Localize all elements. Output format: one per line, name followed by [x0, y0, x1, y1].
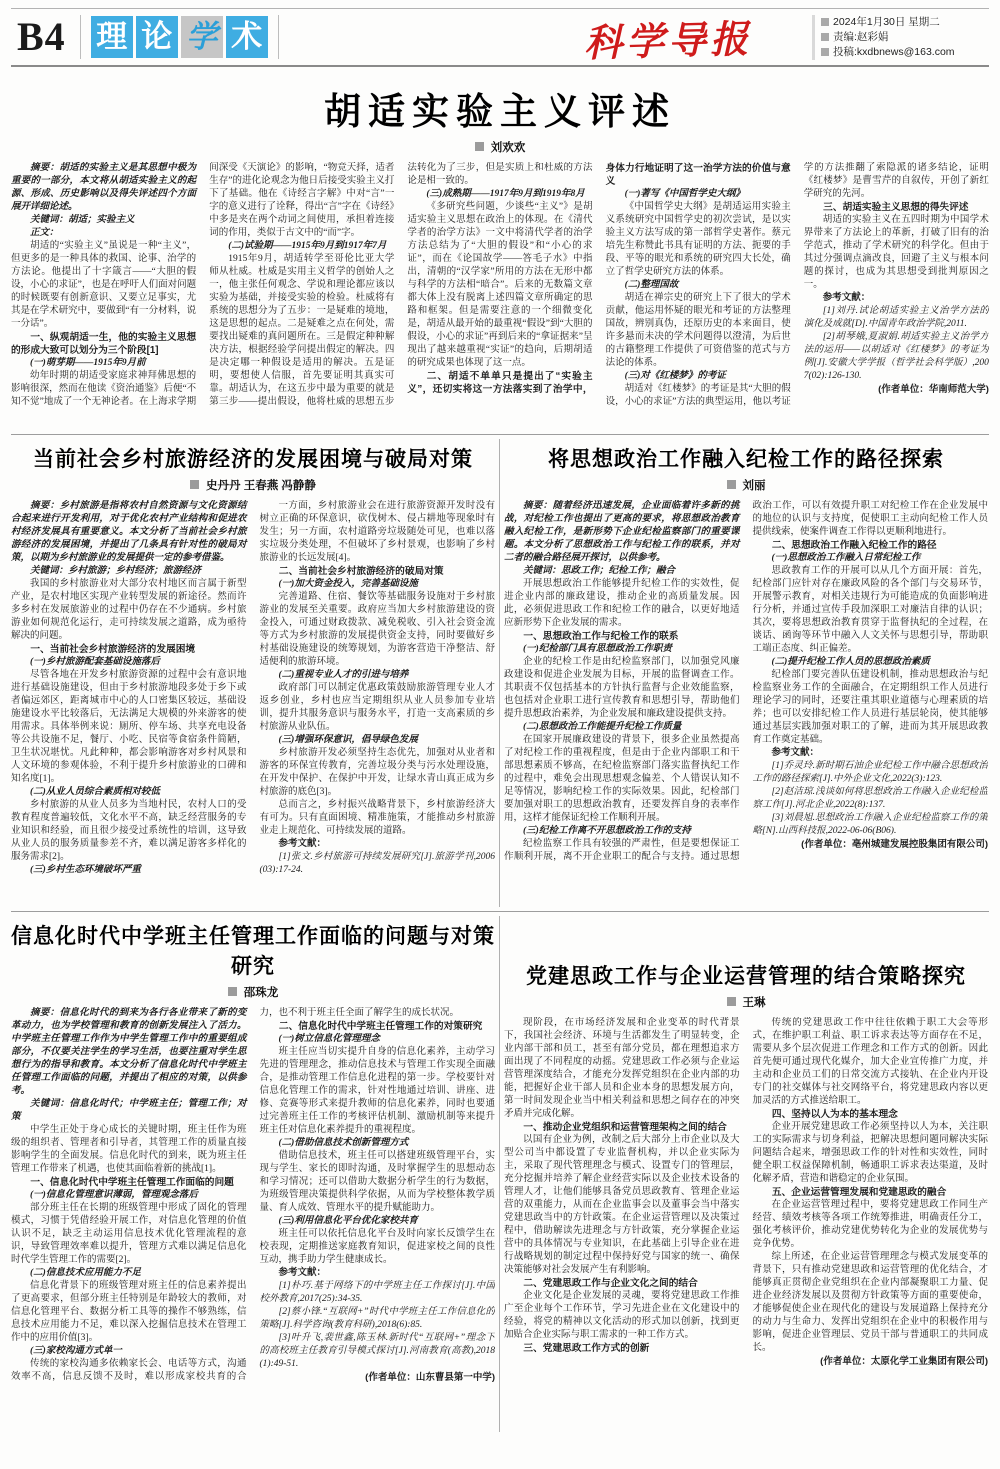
paragraph-ref: [2]胡琴娥,夏淑娟.胡适实验主义治学方法的运用——以胡适对《红楼梦》的考证为例[J].安徽大学学报（哲学社会科学版）,2007(02):126-130. [803, 332, 989, 381]
paragraph-ref: [2]蔡小锋.“互联网+”时代中学班主任工作信息化的策略[J].科学咨询(教育科研),2018(6):85. [259, 1307, 495, 1330]
page-header [11, 11, 989, 63]
paragraph-h4: (二)重视专业人才的引进与培养 [278, 670, 409, 680]
paragraph-h4: (一)树立信息化管理理念 [278, 1034, 380, 1044]
paragraph-ref: [1]朴巧.基于网络下的中学班主任工作探讨[J].中国校外教育,2017(25):34-35. [259, 1281, 495, 1304]
byline [504, 994, 988, 1010]
paragraph-kw: 关键词：信息化时代；中学班主任；管理工作；对策 [11, 1099, 247, 1122]
paragraph-ab: 摘要：乡村旅游是指将农村自然资源与文化资源结合起来进行开发利用，对于优化农村产业结构和促进农村经济发展具有重要意义。本文分析了当前社会乡村旅游经济的发展困境，并提出了几条具有针对性的破局对策，以期为乡村旅游业的发展提供一定的参考借鉴。 [11, 501, 247, 563]
paragraph-h3: 三、党建思政工作方式的创新 [523, 1343, 650, 1354]
paragraph-p: 乡村旅游的从业人员多为当地村民，农村人口的受教育程度普遍较低，文化水平不高，缺乏经营服务的专业知识和经验，而且很少接受过系统性的培训，这导致从业人员的服务质量参差不齐，难以满足游客多样化的服务需求[2]。 [11, 800, 247, 862]
paragraph-p: 现阶段，在市场经济发展和企业变革的时代背景下，我国社会经济、环境与生活都发生了明显转变，企业内部干部和员工，甚至有部分党员，都在理想追求方面出现了不同程度的动摇。党建思政工作必须与企业运营管理深度结合，才能充分发挥党组织在企业内部的功能，把握好企业干部人员和企业本身的思想发展方向，第一时间发现企业当中相关利益和思想之间存在的冲突矛盾并完成化解。 [504, 1018, 740, 1119]
paragraph-p: 纪检部门要完善队伍建设机制，推动思想政治与纪检监察业务工作的全面融合，在定期组织工作人员进行理论学习的同时，还要注重其职业道德与心理素质的培养；也可以安排纪检工作人员进行基层轮岗，使其能够通过基层实践加强对职工的了解，进而为其开展思政教育工作奠定基础。 [752, 670, 988, 745]
article-head-teacher [11, 912, 495, 1436]
paragraph-af: (作者单位：华南师范大学) [878, 384, 989, 395]
paragraph-h4: (二)试验期——1915年9月到1917年7月 [228, 241, 387, 251]
article-hu-shi [11, 81, 989, 434]
paragraph-h3: 二、信息化时代中学班主任管理工作的对策研究 [278, 1021, 483, 1032]
paragraph-h4: (一)加大资金投入，完善基础设施 [278, 579, 418, 589]
paragraph-ref: [1]乔灵玲.新时期石油企业纪检工作中融合思想政治工作的路径探索[J].中外企业文化,2022(3):123. [752, 761, 988, 784]
submit-line [821, 45, 989, 60]
paragraph-h4: (三)对《红楼梦》的考证 [624, 371, 726, 381]
author-name: 王琳 [742, 997, 766, 1009]
paragraph-h3: 一、纵观胡适一生，他的实验主义思想的形成大致可以划分为三个阶段[1] [11, 332, 197, 356]
top-rule [11, 8, 989, 9]
paragraph-ref: [1]刘丹.试论胡适实验主义治学方法的演化及成就[D].中国青年政治学院,2011. [803, 306, 989, 329]
paragraph-h3: 二、当前社会乡村旅游经济的破局对策 [278, 566, 444, 577]
bullet-square-icon [821, 18, 829, 26]
paragraph-p: 纪检监察工作具有较强的严肃性，但是要想保证工作顺利开展，离不开企业职工的配合与支持。通过思想政治工作，可以有效提升职工对纪检工作在企业发展中的地位的认识与支持度，促使职工主动向纪检工作人员提供线索，使案件调查工作得以更顺利地进行。 [504, 501, 988, 862]
paragraph-p: 一方面，乡村旅游业会在进行旅游资源开发时没有树立正确的环保意识，砍伐树木、侵占耕地等现象时有发生；另一方面，农村道路旁垃圾随处可见，也难以落实垃圾分类处理，不但破坏了乡村景观，也影响了乡村旅游业的长远发展[4]。 [259, 501, 495, 563]
bullet-square-icon [821, 33, 829, 41]
paragraph-ref: [2]赵洁琼.浅谈如何将思想政治工作融入企业纪检监察工作[J].河北企业,2022(8):137. [752, 787, 988, 810]
paragraph-h4: (三)家校沟通方式单一 [30, 1346, 122, 1356]
paragraph-ref: [3]刘晨旭.思想政治工作融入企业纪检监察工作的策略[N].山西科技报,2022-06-06(B06). [752, 813, 988, 836]
paragraph-refh: 参考文献： [278, 1268, 327, 1278]
paragraph-kw: 关键词：胡适；实验主义 [30, 215, 135, 225]
paragraph-p: 班主任可以依托信息化平台及时向家长反馈学生在校表现，定期推送家庭教育知识，促进家校之间的良性互动，携手助力学生健康成长。 [259, 1229, 495, 1265]
submit-email-text: 投稿:kxdbnews@163.com [833, 45, 955, 58]
paragraph-kw: 关键词：思政工作；纪检工作；融合 [523, 566, 676, 576]
article-title: 信息化时代中学班主任管理工作面临的问题与对策研究 [11, 925, 495, 978]
header-divider [80, 15, 81, 59]
author-name: 刘丽 [742, 480, 766, 492]
middle-row [11, 435, 989, 911]
byline [11, 984, 495, 1000]
bottom-row [11, 912, 989, 1436]
paragraph-p: 在国家开展廉政建设的背景下，很多企业虽然提高了对纪检工作的重视程度，但是由于企业内部职工和干部思想素质不够高，在纪检监察部门落实监督执纪工作的过程中，难免会出现思想观念偏差、个人错误认知不足等情况，影响纪检工作的实际效果。因此，纪检部门要加强对职工的思想政治教育，还要发挥自身的表率作用，这样才能保证纪检工作顺利开展。 [504, 735, 740, 823]
paragraph-h4: (三)乡村生态环境破坏严重 [30, 865, 141, 875]
paragraph-p: 传统的党建思政工作中往往依赖于职工大会等形式，在维护职工利益、职工诉求表达等方面存在不足，需要从多个层次促进工作理念和工作方式的创新。因此首先便可通过现代化媒介，加大企业宣传推广力度，并主动和企业员工们的日常交流方式接轨、在企业内开设专门的社交媒体与社交网络平台，将党建思政内容以更加灵活的方式推送给职工。 [752, 1018, 988, 1106]
byline-square-icon [475, 142, 484, 151]
paragraph-h4: (二)从业人员综合素质相对较低 [30, 787, 160, 797]
paragraph-h4: (二)借助信息技术创新管理方式 [278, 1138, 409, 1148]
paragraph-p: 《多研究些问题，少谈些“主义”》是胡适实验主义思想在政治上的体现。在《清代学者的治学方法》一文中将清代学者的治学方法总结为了“大胆的假设”和“小心的求证”，而在《论国故学——答毛子水》中指出，清朝的“汉学家”所用的方法在无形中都与科学的方法相“暗合”。后来的无数篇文章都大体上没有脱离上述四篇文章所确定的思路和框架。但是需要注意的一个细微变化是，胡适从最开始的最重视“假设”到“大胆的假设，小心的求证”再到后来的“拿证据来”呈现出了越来越重视“实证”的趋向，后期胡适的研究成果也体现了这一点。 [407, 202, 593, 368]
paragraph-ref: [3]叶升飞,裴世鑫,陈玉林.新时代“互联网+”理念下的高校班主任教育引导模式探讨[J].河南教育(高教),2018(1):49-51. [259, 1333, 495, 1369]
paragraph-h3: 一、思想政治工作与纪检工作的联系 [523, 631, 679, 642]
newspaper-page [0, 8, 1000, 1436]
article-discipline-inspection [504, 435, 988, 911]
section-tile: 术 [226, 16, 268, 58]
paragraph-refh: 参考文献： [822, 293, 871, 303]
paragraph-p: 胡适的实验主义在五四时期为中国学术界带来了方法论上的革新，打破了旧有的治学范式，推动了学术研究的科学化。但由于其过分强调点滴改良，回避了主义与根本问题的探讨，也成为其思想受到批判原因之一。 [803, 215, 989, 290]
bullet-square-icon [821, 48, 829, 56]
paragraph-h3: 五、企业运营管理发展和党建思政的融合 [771, 1187, 947, 1198]
paragraph-p: 我国的乡村旅游业对大部分农村地区而言属于新型产业，是农村地区实现产业转型发展的新途径。然而许多乡村在发展旅游业的过程中仍存在不少通病。乡村旅游业如何规范化运行，走可持续发展之道路，成为亟待解决的问题。 [11, 579, 247, 641]
article-party-building [504, 912, 988, 1436]
article-title: 党建思政工作与企业运营管理的结合策略探究 [526, 965, 966, 988]
byline [11, 477, 495, 493]
paragraph-h3: 一、推动企业党组织和运营管理架构之间的结合 [523, 1122, 727, 1133]
paragraph-p: 企业开展党建思政工作必须坚持以人为本，关注职工的实际需求与切身利益，把解决思想问题同解决实际问题结合起来，增强思政工作的针对性和实效性，同时健全职工权益保障机制，畅通职工诉求表达渠道，及时化解矛盾，营造和谐稳定的企业氛围。 [752, 1122, 988, 1184]
paragraph-h4: (一)著写《中国哲学史大纲》 [624, 189, 745, 199]
section-tile: 论 [136, 16, 178, 58]
paragraph-h3: 二、党建思政工作与企业文化之间的结合 [523, 1278, 698, 1289]
publication-info [812, 15, 989, 60]
paragraph-p: 中学生正处于身心成长的关键时期，班主任作为班级的组织者、管理者和引导者，其管理工作的质量直接影响学生的全面发展。信息化时代的到来，既为班主任管理工作带来了机遇，也使其面临着新的挑战[1]。 [11, 1125, 247, 1174]
paragraph-h3: 一、信息化时代中学班主任管理工作面临的问题 [30, 1177, 234, 1188]
column-divider [499, 916, 500, 1432]
byline [504, 477, 988, 493]
paragraph-p: 乡村旅游开发必须坚持生态优先，加强对从业者和游客的环保宣传教育，完善垃圾分类与污水处理设施，在开发中保护、在保护中开发，让绿水青山真正成为乡村旅游的底色[3]。 [259, 748, 495, 797]
paragraph-h4: (一)信息化管理意识薄弱，管理观念落后 [30, 1190, 198, 1200]
paragraph-h3: 三、胡适实验主义思想的得失评述 [823, 202, 969, 213]
paragraph-h4: (三)纪检工作离不开思想政治工作的支持 [523, 826, 691, 836]
paragraph-p: 班主任应当切实提升自身的信息化素养，主动学习先进的管理理念，推动信息技术与管理工作实现全面融合，是推动管理工作信息化进程的第一步。学校要针对信息化管理工作的需求，针对性地通过培训、讲座、进修、竞赛等形式来提升教师的信息化素养，同时也要通过完善班主任工作的考核评估机制、激励机制等来提升班主任对信息化素养提升的重视程度。 [259, 1047, 495, 1135]
paragraph-p: 尽管各地在开发乡村旅游资源的过程中会有意识地进行基础设施建设，但由于乡村旅游地段多处于乡下或者偏远郊区，距离城市中心的人口密集区较远，基础设施建设水平比较落后，无法满足大规模的外来游客的使用需求。具体举例来说：厕所、停车场、共享充电设备等公共设施不足，餐厅、小吃、民宿等食宿条件简陋，卫生状况堪忧。凡此种种，都会影响游客对乡村风景和人文环境的参观体验，不利于提升乡村旅游业的口碑和知名度[1]。 [11, 670, 247, 784]
paragraph-h4: (三)增强环保意识，倡导绿色发展 [278, 735, 418, 745]
byline-square-icon [727, 480, 736, 489]
article-body [11, 500, 495, 900]
paragraph-ab: 摘要：随着经济迅速发展，企业面临着许多新的挑战，对纪检工作也提出了更高的要求，将思想政治教育融入纪检工作，是新形势下企业纪检监察部门的重要课题。本文分析了思想政治工作与纪检工作的联系，并对二者的融合路径展开探讨，以供参考。 [504, 501, 740, 563]
paragraph-h3: 二、胡适不单单只是提出了“实验主义”，还切实将这一方法落实到了治学中，身体力行地证明了这一治学方法的价值与意义 [407, 163, 791, 395]
article-title: 将思想政治工作融入纪检工作的路径探索 [548, 448, 944, 471]
paragraph-af: (作者单位：太原化学工业集团有限公司) [820, 1356, 988, 1367]
paragraph-p: 1915年9月，胡适转学至哥伦比亚大学师从杜威。杜威是实用主义哲学的创始人之一，他主张任何观念、学说和理论都应该以实验为基础，并接受实验的检验。杜威将有系统的思想分为了五步：一是疑难的境地，这是思想的起点。二是疑难之点在何处，需要找出疑难的真问题所在。三是假定种种解决方法，根据经验学问提出假定的解决。四是决定哪一种假设是适用的解决。五是证明，要想使人信服，首先要证明其真实可靠。胡适认为，在这五步中最为重要的就是第三步——提出假设，他将杜威的思想五步法转化为了三步，但是实质上和杜威的方法论是相一致的。 [209, 163, 593, 407]
editor-line [821, 30, 989, 45]
paragraph-h4: (一)思想政治工作融入日常纪检工作 [771, 553, 921, 563]
paragraph-p: 胡适在禅宗史的研究上下了很大的学术贡献，他运用怀疑的眼光和考证的方法整理国故，辨别真伪，还原历史的本来面目，使许多悬而未决的学术问题得以澄清，为后世的古籍整理工作提供了可资借鉴的范式与方法论的体系。 [605, 293, 791, 368]
paragraph-p: 企业的纪检工作是由纪检监察部门，以加强党风廉政建设和促进企业发展为目标，开展的监督调查工作。其职责不仅包括基本的方针执行监督与企业效能监察，也包括对企业职工进行宣传教育和思想引导，帮助他们提升思想政治素养，为企业发展和廉政建设提供支持。 [504, 657, 740, 719]
paragraph-p: 政府部门可以制定优惠政策鼓励旅游管理专业人才返乡创业，乡村也应当定期组织从业人员参加专业培训，提升其服务意识与服务水平，打造一支高素质的乡村旅游从业队伍。 [259, 683, 495, 732]
article-title: 胡适实验主义评述 [324, 91, 676, 132]
paragraph-h4: (一)萌芽期——1915年9月前 [30, 358, 146, 368]
article-body [504, 1017, 988, 1437]
paragraph-h3: 四、坚持以人为本的基本理念 [771, 1109, 898, 1120]
article-body [504, 500, 988, 900]
paragraph-h4: (二)思想政治工作能提升纪检工作质量 [523, 722, 682, 732]
paragraph-p: 传统的家校沟通多依赖家长会、电话等方式，沟通效率不高，信息反馈不及时，难以形成家校共育的合力，也不利于班主任全面了解学生的成长状况。 [11, 1008, 460, 1382]
paragraph-h4: (二)信息技术应用能力不足 [30, 1268, 141, 1278]
paragraph-p: 总而言之，乡村振兴战略背景下，乡村旅游经济大有可为。只有直面困境、精准施策，才能推动乡村旅游业走上规范化、可持续发展的道路。 [259, 800, 495, 836]
masthead-logo: 科学导报 [583, 18, 753, 65]
paragraph-p: 《中国哲学史大纲》是胡适运用实验主义系统研究中国哲学史的初次尝试，是以实验主义方法写成的第一部哲学史著作。蔡元培先生称赞此书具有证明的方法、扼要的手段、平等的眼光和系统的研究四大长处，确立了哲学史研究方法的体系。 [605, 202, 791, 277]
paragraph-h4: (一)乡村旅游配套基础设施落后 [30, 657, 160, 667]
paragraph-p: 部分班主任在长期的班级管理中形成了固化的管理模式，习惯于凭借经验开展工作，对信息化管理的价值认识不足，缺乏主动运用信息技术优化管理流程的意识，导致管理效率难以提升，管理方式难以满足信息化时代学生管理工作的需要[2]。 [11, 1203, 247, 1265]
article-body [11, 1007, 495, 1469]
page-number: B4 [17, 14, 66, 59]
paragraph-p: 企业文化是企业发展的灵魂，要将党建思政工作推广至企业每个工作环节，学习先进企业在文化建设中的经验，将党的精神以文化活动的形式加以创新，找到更加贴合企业实际与职工需求的一种工作方式。 [504, 1291, 740, 1340]
paragraph-h3: 一、当前社会乡村旅游经济的发展困境 [30, 644, 196, 655]
paragraph-af: (作者单位：亳州城建发展控股集团有限公司) [801, 839, 988, 850]
paragraph-p: 幼年时期的胡适受家庭求神拜佛思想的影响很深，然而在他读《资治通鉴》后便“不知不觉”地成了一个无神论者。在上海求学期间深受《天演论》的影响，“物竞天择，适者生存”的进化论观念为他日后接受实验主义打下了基础。他在《诗经言字解》中对“言”一字的意义进行了诠释，得出“言”字在《诗经》中多是夹在两个动词之间使用，承担着连接词的作用，类似于古文中的“而”字。 [11, 163, 395, 407]
author-name: 刘欢欢 [490, 142, 526, 154]
article-title: 当前社会乡村旅游经济的发展困境与破局对策 [33, 448, 473, 471]
paragraph-refh: 参考文献： [771, 748, 820, 758]
paragraph-h4: (二)整理国故 [624, 280, 679, 290]
date-text: 2024年1月30日 星期二 [833, 15, 940, 28]
header-divider [278, 15, 279, 59]
byline-square-icon [727, 997, 736, 1006]
editor-text: 责编:赵彩娟 [833, 30, 889, 43]
section-tile: 理 [91, 16, 133, 58]
author-name: 史丹丹 王春燕 冯静静 [206, 480, 316, 492]
paragraph-p: 胡适对《红楼梦》的考证是其“大胆的假设，小心的求证”方法的典型运用，他以考证学的方法推翻了索隐派的诸多结论，证明《红楼梦》是曹雪芹的自叙传，开创了新红学研究的先河。 [605, 163, 989, 407]
paragraph-p: 综上所述，在企业运营管理理念与模式发展变革的背景下，只有推动党建思政和运营管理的优化结合，才能够真正贯彻企业党组织在企业内部凝聚职工力量、促进企业经济发展以及贯彻方针政策等方面的重要使命，才能够促使企业在现代化的建设与发展道路上保持充分的动力与生命力、发挥出党组织在企业中的积极作用与影响，促进企业管理层、党员干部与普通职工的共同成长。 [752, 1252, 988, 1353]
column-divider [499, 439, 500, 907]
byline-square-icon [190, 480, 199, 489]
paragraph-p: 开展思想政治工作能够提升纪检工作的实效性，促进企业内部的廉政建设，推动企业的高质量发展。因此，必须促进思政工作和纪检工作的融合，以更好地适应新形势下企业发展的需求。 [504, 579, 740, 628]
paragraph-ab: 摘要：信息化时代的到来为各行各业带来了新的变革动力，也为学校管理和教育的创新发展注入了活力。中学班主任管理工作作为中学生管理工作中的重要组成部分，不仅要关注学生的学习生活，也要注重对学生思想行为的指导和教育。本文分析了信息化时代中学班主任管理工作面临的问题，并提出了相应的对策，以供参考。 [11, 1008, 247, 1096]
paragraph-p: 信息化背景下的班级管理对班主任的信息素养提出了更高要求，但部分班主任特别是年龄较大的教师，对信息化管理平台、数据分析工具等的操作不够熟练，信息技术应用能力不足，难以深入挖掘信息技术在管理工作中的应用价值[3]。 [11, 1281, 247, 1343]
paragraph-h4: (三)成熟期——1917年9月到1919年8月 [426, 189, 585, 199]
paragraph-p: 在企业运营管理过程中，要将党建思政工作同生产经营、绩效考核等各项工作统筹推进，明确责任分工，强化考核评价，推动党建优势转化为企业的发展优势与竞争优势。 [752, 1200, 988, 1249]
paragraph-kw: 关键词：乡村旅游；乡村经济；旅游经济 [30, 566, 202, 576]
section-title-tiles [91, 16, 268, 58]
byline-square-icon [228, 987, 237, 996]
paragraph-p: 借助信息技术，班主任可以搭建班级管理平台，实现与学生、家长的即时沟通，及时掌握学生的思想动态和学习情况；还可以借助大数据分析学生的行为数据，为班级管理决策提供科学依据，从而为学校整体教学质量、育人成效、管理水平的提升赋能助力。 [259, 1151, 495, 1213]
paragraph-kw: 正文： [30, 228, 59, 238]
paragraph-ref: [1]张文.乡村旅游可持续发展研究[J].旅游学刊,2006(03):17-24. [259, 852, 495, 875]
paragraph-p: 胡适的“实验主义”虽说是一种“主义”，但更多的是一种具体的救国、论事、治学的方法论。他提出了十字箴言——“大胆的假设，小心的求证”，也是在呼吁人们面对问题的时候既要有创新意识、又要立足事实，尤其是在学术研究中，要做到“有一分材料，说一分话”。 [11, 241, 197, 329]
byline [11, 139, 989, 155]
author-name: 邵珠龙 [243, 987, 279, 999]
date-line [821, 15, 989, 30]
article-rural-tourism [11, 435, 495, 911]
article-body [11, 162, 989, 434]
paragraph-h4: (三)利用信息化平台优化家校共育 [278, 1216, 418, 1226]
paragraph-p: 完善道路、住宿、餐饮等基础服务设施对于乡村旅游业的发展至关重要。政府应当加大乡村旅游建设的资金投入，可通过财政拨款、减免税收、引入社会资金流等方式为乡村旅游的发展提供资金支持，同时要做好乡村基础设施建设的统筹规划，为游客营造干净整洁、舒适便利的旅游环境。 [259, 592, 495, 667]
paragraph-refh: 参考文献： [278, 839, 327, 849]
paragraph-h4: (一)纪检部门具有思想政治工作职责 [523, 644, 672, 654]
section-tile-calligraphy: 学 [181, 16, 223, 58]
paragraph-h3: 二、思想政治工作融入纪检工作的路径 [771, 540, 937, 551]
paragraph-p: 以国有企业为例，改制之后大部分上市企业以及大型公司当中都设置了专业监督机构，并以企业实际为主，采取了现代管理理念与模式、设置专门的管理层，充分挖掘并培养了解企业经营实际以及企业技术设备的管理人才，让他们能够具备党员思政教育、管理企业运营的双重能力，从而在企业监事会以及董事会当中落实党建思政当中的方针政策。在企业运营管理以及决策过程中，借助解读先进理念与方针政策，充分掌握企业运营中的具体情况与专业知识，在此基础上引导企业在进行战略规划的制定过程中保持好党与国家的统一、确保决策能够对社会发展产生有利影响。 [504, 1135, 740, 1275]
paragraph-h4: (二)提升纪检工作人员的思想政治素质 [771, 657, 930, 667]
header-rule [11, 65, 989, 67]
paragraph-ab: 摘要：胡适的实验主义是其思想中极为重要的一部分，本文将从胡适实验主义的起源、形成、历史影响以及得失评述四个方面展开详细论述。 [11, 163, 197, 212]
paragraph-af: (作者单位：山东曹县第一中学) [365, 1372, 495, 1383]
paragraph-p: 思政教育工作的开展可以从几个方面开展：首先，纪检部门应针对存在廉政风险的各个部门与交易环节，开展警示教育，对相关违规行为可能造成的负面影响进行分析，并通过宣传手段加深职工对廉洁自律的认识；其次，要将思想政治教育贯穿于监督执纪的全过程，在谈话、函询等环节中融入人文关怀与思想引导，帮助职工端正态度、纠正偏差。 [752, 566, 988, 654]
